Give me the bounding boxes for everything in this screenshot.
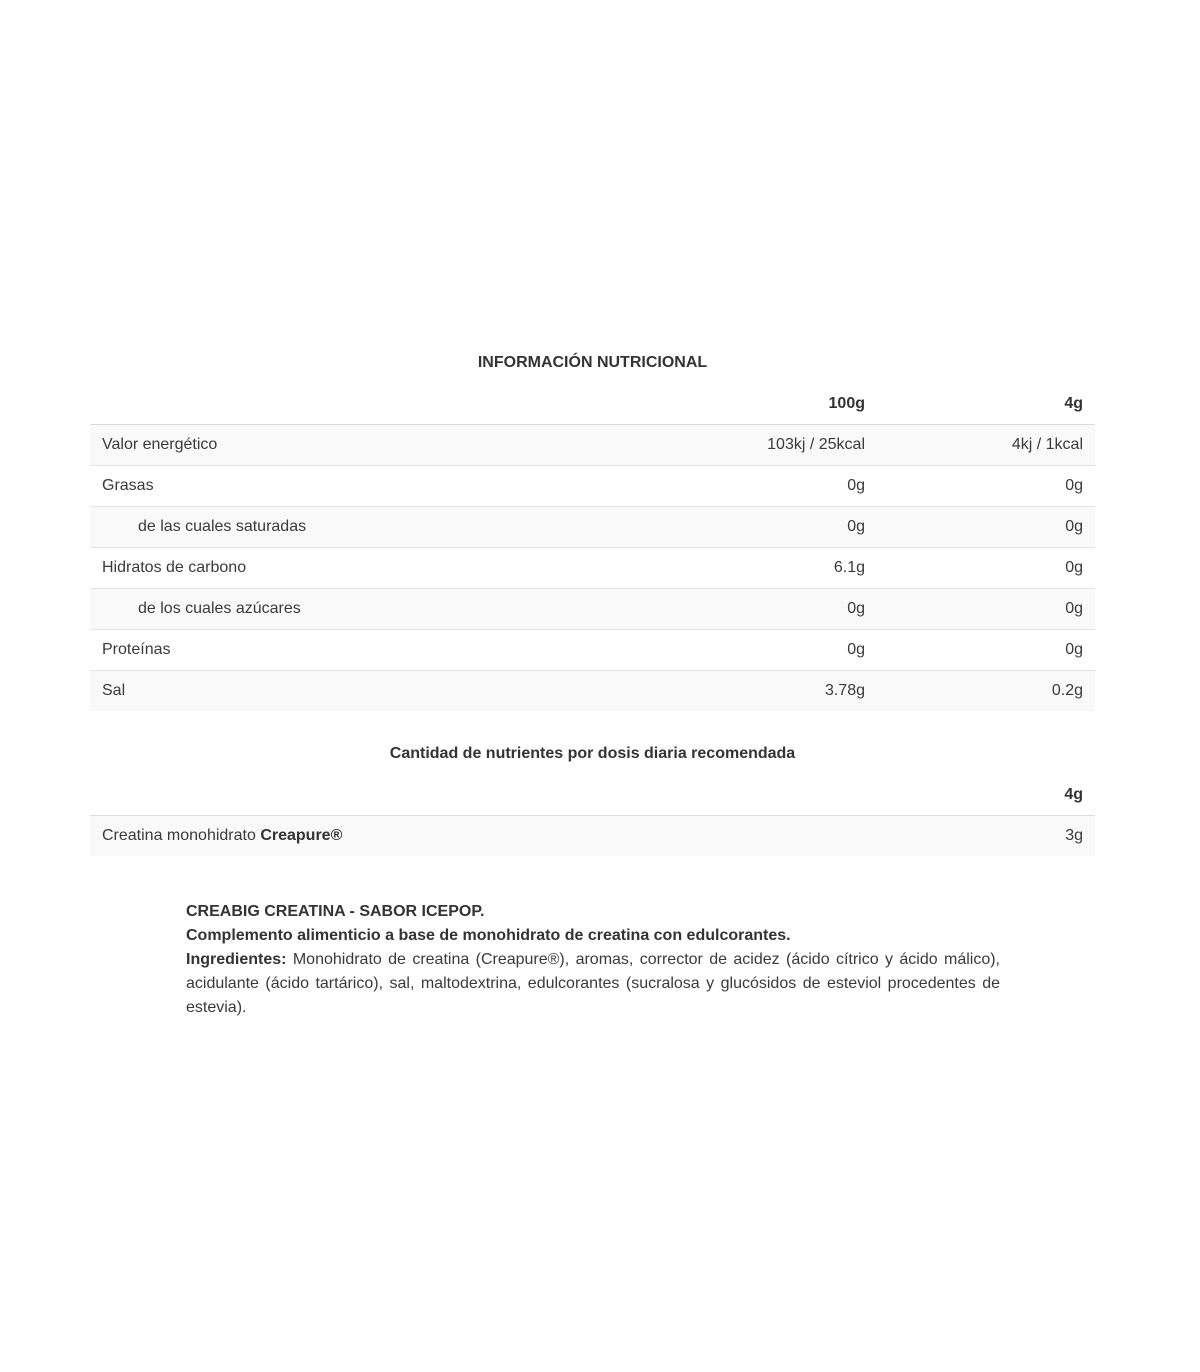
table-row	[90, 425, 1095, 466]
row-label	[90, 816, 877, 857]
creatine-label: Creatina monohidrato	[102, 827, 256, 844]
ingredients-label: Ingredientes:	[186, 951, 287, 968]
table-row	[90, 548, 1095, 589]
daily-dose-table	[90, 775, 1095, 856]
row-value-100g: 0g	[660, 466, 877, 507]
row-value-4g: 4kj / 1kcal	[877, 425, 1095, 466]
row-label: Valor energético	[90, 425, 660, 466]
row-label: Proteínas	[90, 630, 660, 671]
row-value-100g: 6.1g	[660, 548, 877, 589]
row-label: de los cuales azúcares	[90, 589, 660, 630]
row-value-4g: 0.2g	[877, 671, 1095, 712]
row-value-100g: 0g	[660, 630, 877, 671]
row-value-4g: 0g	[877, 630, 1095, 671]
row-label: Hidratos de carbono	[90, 548, 660, 589]
row-value-100g: 0g	[660, 589, 877, 630]
table-row	[90, 630, 1095, 671]
row-label: de las cuales saturadas	[90, 507, 660, 548]
daily-header-row	[90, 775, 1095, 816]
table-row	[90, 816, 1095, 857]
ingredients-text: Monohidrato de creatina (Creapure®), aromas, corrector de acidez (ácido cítrico y ácido málico), acidulante (ácido tartárico), sal, maltodextrina, edulcorantes (sucralosa y glucósidos de esteviol procedentes de estevia).	[186, 951, 1000, 1016]
row-label: Grasas	[90, 466, 660, 507]
row-value-4g: 3g	[877, 816, 1095, 857]
nutrition-title: INFORMACIÓN NUTRICIONAL	[477, 354, 708, 371]
ingredients-paragraph	[186, 948, 1000, 1020]
daily-dose-title: Cantidad de nutrientes por dosis diaria recomendada	[389, 745, 796, 762]
nutrition-header-label	[90, 384, 660, 425]
nutrition-header-row	[90, 384, 1095, 425]
row-value-4g: 0g	[877, 548, 1095, 589]
row-label: Sal	[90, 671, 660, 712]
table-row	[90, 507, 1095, 548]
table-row	[90, 589, 1095, 630]
product-description	[186, 900, 1000, 1020]
nutrition-table	[90, 384, 1095, 711]
product-name: CREABIG CREATINA - SABOR ICEPOP.	[186, 903, 485, 920]
daily-header-4g: 4g	[877, 775, 1095, 816]
row-value-4g: 0g	[877, 466, 1095, 507]
nutrition-header-4g: 4g	[877, 384, 1095, 425]
row-value-4g: 0g	[877, 589, 1095, 630]
row-value-4g: 0g	[877, 507, 1095, 548]
row-value-100g: 103kj / 25kcal	[660, 425, 877, 466]
creapure-brand: Creapure®	[260, 827, 343, 844]
table-row	[90, 671, 1095, 712]
row-value-100g: 3.78g	[660, 671, 877, 712]
table-row	[90, 466, 1095, 507]
product-subtitle: Complemento alimenticio a base de monohidrato de creatina con edulcorantes.	[186, 927, 791, 944]
nutrition-header-100g: 100g	[660, 384, 877, 425]
daily-header-label	[90, 775, 877, 816]
row-value-100g: 0g	[660, 507, 877, 548]
